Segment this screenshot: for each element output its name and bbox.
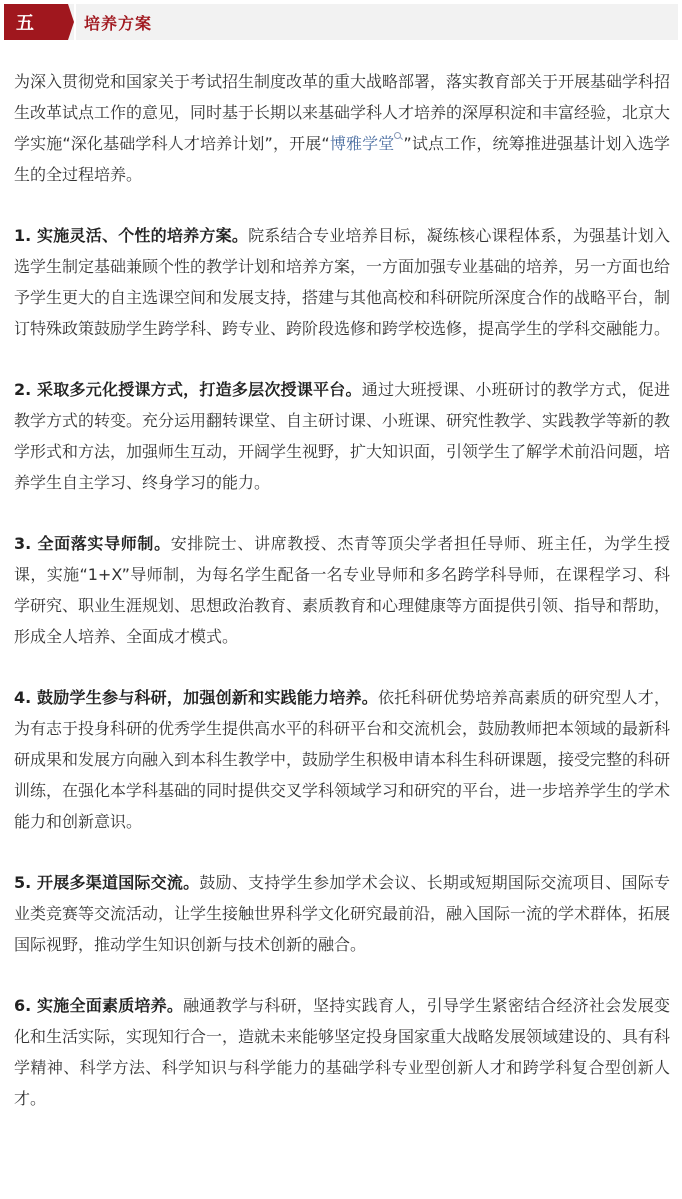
article-content <box>14 66 670 1144</box>
search-icon[interactable] <box>394 132 403 141</box>
item-paragraph-4 <box>14 682 670 837</box>
boya-link[interactable]: 博雅学堂 <box>329 134 395 153</box>
item-body-2: 通过大班授课、小班研讨的教学方式，促进教学方式的转变。充分运用翻转课堂、自主研讨课、小班课、研究性教学、实践教学等新的教学形式和方法，加强师生互动，开阔学生视野，扩大知识面，引领学生了解学术前沿问题，培养学生自主学习、终身学习的能力。 <box>14 380 671 492</box>
item-paragraph-1 <box>14 220 670 344</box>
item-body-5: 鼓励、支持学生参加学术会议、长期或短期国际交流项目、国际专业类竞赛等交流活动，让学生接触世界科学文化研究最前沿，融入国际一流的学术群体，拓展国际视野，推动学生知识创新与技术创新的融合。 <box>14 873 671 954</box>
section-header <box>4 4 678 40</box>
item-paragraph-6 <box>14 990 670 1114</box>
item-paragraph-5 <box>14 867 670 960</box>
item-body-4: 依托科研优势培养高素质的研究型人才，为有志于投身科研的优秀学生提供高水平的科研平台和交流机会，鼓励教师把本领域的最新科研成果和发展方向融入到本科生教学中，鼓励学生积极申请本科生科研课题，接受完整的科研训练，在强化本学科基础的同时提供交叉学科领域学习和研究的平台，进一步培养学生的学术能力和创新意识。 <box>14 688 671 831</box>
item-heading-6: 6. 实施全面素质培养。 <box>14 996 184 1015</box>
item-paragraph-3 <box>14 528 670 652</box>
item-heading-5: 5. 开展多渠道国际交流。 <box>14 873 200 892</box>
section-title: 培养方案 <box>84 13 153 33</box>
intro-text-after: ”试点工作，统筹推进强基计划入选学生的全过程培养。 <box>14 134 670 184</box>
intro-text-before: 为深入贯彻党和国家关于考试招生制度改革的重大战略部署，落实教育部关于开展基础学科招生改革试点工作的意见，同时基于长期以来基础学科人才培养的深厚积淀和丰富经验，北京大学实施“深化基础学科人才培养计划”，开展“ <box>14 72 671 153</box>
item-paragraph-2 <box>14 374 670 498</box>
item-heading-4: 4. 鼓励学生参与科研，加强创新和实践能力培养。 <box>14 688 378 707</box>
item-body-1: 院系结合专业培养目标，凝练核心课程体系，为强基计划入选学生制定基础兼顾个性的教学计划和培养方案，一方面加强专业基础的培养，另一方面也给予学生更大的自主选课空间和发展支持，搭建与其他高校和科研院所深度合作的战略平台，制订特殊政策鼓励学生跨学科、跨专业、跨阶段选修和跨学校选修，提高学生的学科交融能力。 <box>14 226 671 338</box>
intro-paragraph <box>14 66 670 190</box>
item-body-6: 融通教学与科研，坚持实践育人，引导学生紧密结合经济社会发展变化和生活实际，实现知行合一，造就未来能够坚定投身国家重大战略发展领域建设的、具有科学精神、科学方法、科学知识与科学能力的基础学科专业型创新人才和跨学科复合型创新人才。 <box>14 996 671 1108</box>
item-body-3: 安排院士、讲席教授、杰青等顶尖学者担任导师、班主任，为学生授课，实施“1+X”导师制，为每名学生配备一名专业导师和多名跨学科导师，在课程学习、科学研究、职业生涯规划、思想政治教育、素质教育和心理健康等方面提供引领、指导和帮助，形成全人培养、全面成才模式。 <box>14 534 671 646</box>
item-heading-2: 2. 采取多元化授课方式，打造多层次授课平台。 <box>14 380 362 399</box>
section-divider <box>74 4 76 40</box>
item-heading-1: 1. 实施灵活、个性的培养方案。 <box>14 226 249 245</box>
item-heading-3: 3. 全面落实导师制。 <box>14 534 171 553</box>
section-number: 五 <box>4 4 68 40</box>
